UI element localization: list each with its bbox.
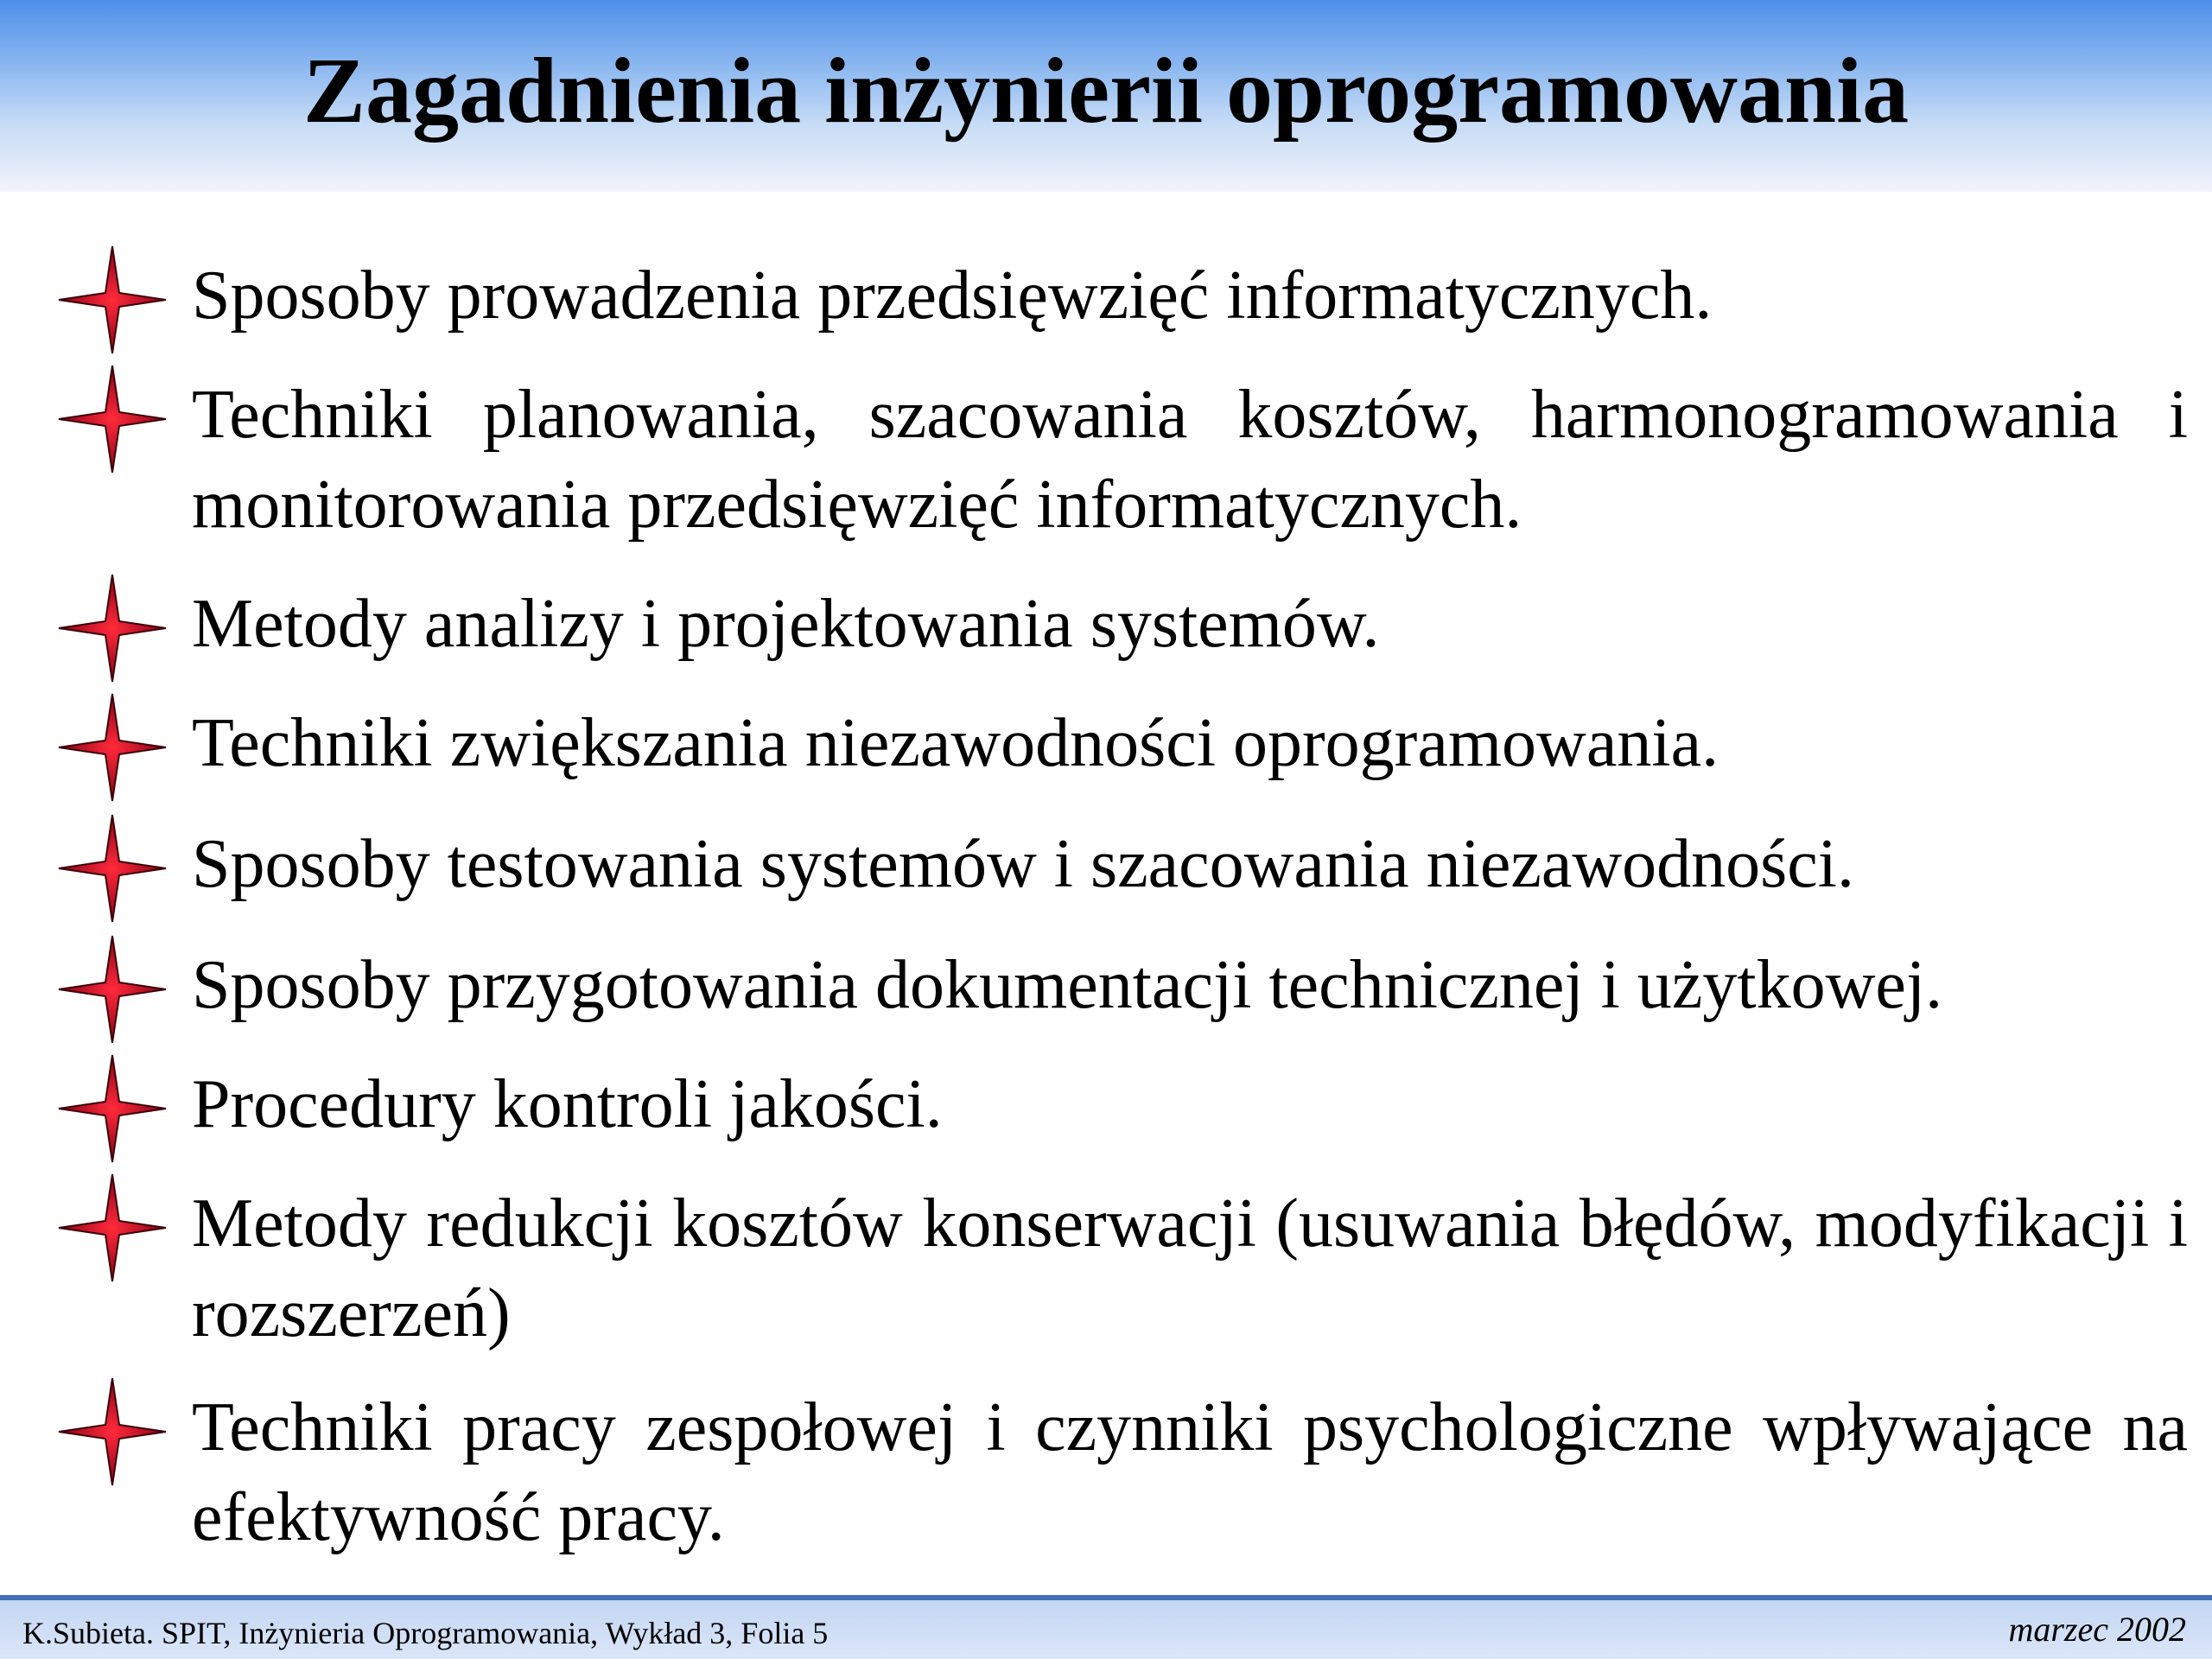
bullet-text: Sposoby przygotowania dokumentacji technicznej i użytkowej.: [192, 947, 1943, 1023]
slide-title: Zagadnienia inżynierii oprogramowania: [302, 40, 1910, 143]
bullet-text: Metody redukcji kosztów konserwacji (usuwania błędów, modyfikacji i rozszerzeń): [192, 1185, 2188, 1351]
four-point-star-icon: [57, 934, 168, 1045]
bullet-text: Sposoby prowadzenia przedsięwzięć informatycznych.: [192, 257, 1713, 334]
bullet-text: Techniki zwiększania niezawodności oprogramowania.: [192, 705, 1719, 781]
four-point-star-icon: [57, 364, 168, 474]
bullet-text: Techniki planowania, szacowania kosztów, harmonogramowania i monitorowania przedsięwzięć informatycznych.: [192, 377, 2188, 543]
four-point-star-icon: [57, 1053, 168, 1164]
bullet-text: Techniki pracy zespołowej i czynniki psychologiczne wpływające na efektywność pracy.: [192, 1389, 2188, 1555]
bullet-text: Procedury kontroli jakości.: [192, 1066, 943, 1142]
bullet-text: Sposoby testowania systemów i szacowania niezawodności.: [192, 826, 1855, 902]
footer-date: marzec 2002: [2008, 1610, 2186, 1649]
four-point-star-icon: [57, 573, 168, 683]
four-point-star-icon: [57, 692, 168, 803]
footer-bar: [0, 1595, 2212, 1659]
four-point-star-icon: [57, 245, 168, 355]
four-point-star-icon: [57, 1376, 168, 1487]
footer-citation: K.Subieta. SPIT, Inżynieria Oprogramowania, Wykład 3, Folia 5: [22, 1616, 829, 1650]
bullet-text: Metody analizy i projektowania systemów.: [192, 586, 1380, 662]
four-point-star-icon: [57, 1173, 168, 1283]
four-point-star-icon: [57, 813, 168, 924]
